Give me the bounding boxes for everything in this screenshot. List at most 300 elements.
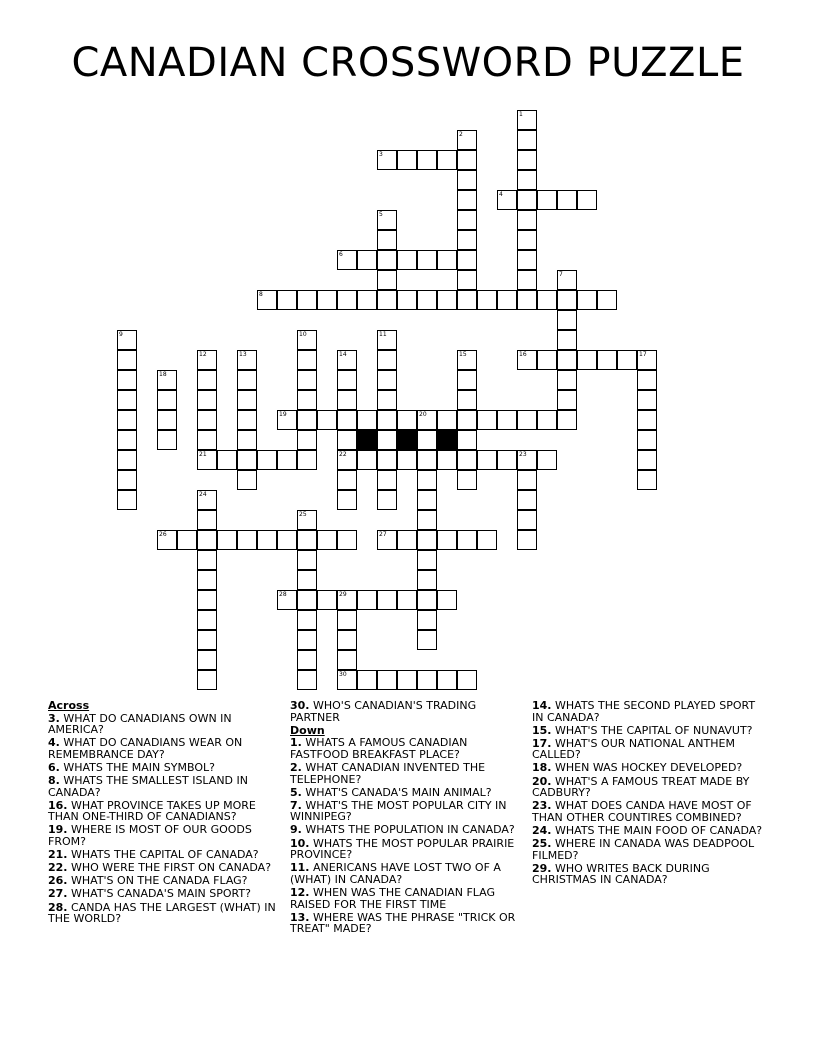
across-clue (48, 888, 280, 900)
grid-cell[interactable] (237, 350, 257, 370)
grid-cell[interactable] (397, 590, 417, 610)
grid-cell[interactable] (297, 670, 317, 690)
grid-cell[interactable] (417, 510, 437, 530)
grid-cell[interactable] (297, 390, 317, 410)
grid-cell[interactable] (517, 230, 537, 250)
grid-cell[interactable] (457, 130, 477, 150)
clue-number: 5. (290, 785, 302, 799)
clue-number: 24. (532, 823, 552, 837)
down-clue (290, 838, 522, 861)
grid-cell[interactable] (197, 390, 217, 410)
clue-number: 1 (519, 111, 523, 118)
clue-text: ANERICANS HAVE LOST TWO OF A (WHAT) IN CANADA? (290, 861, 501, 886)
grid-cell[interactable] (117, 450, 137, 470)
grid-cell[interactable] (237, 530, 257, 550)
grid-cell[interactable] (457, 250, 477, 270)
grid-cell[interactable] (357, 250, 377, 270)
grid-cell[interactable] (557, 390, 577, 410)
across-clue (290, 700, 522, 723)
grid-cell[interactable] (197, 430, 217, 450)
grid-cell[interactable] (457, 150, 477, 170)
grid-cell[interactable] (437, 670, 457, 690)
grid-cell[interactable] (197, 490, 217, 510)
across-heading: Across (48, 699, 90, 712)
clue-text: CANDA HAS THE LARGEST (WHAT) IN THE WORLD? (48, 900, 276, 926)
grid-cell[interactable] (117, 350, 137, 370)
grid-cell[interactable] (417, 470, 437, 490)
grid-cell[interactable] (257, 290, 277, 310)
grid-cell[interactable] (337, 490, 357, 510)
grid-cell[interactable] (117, 490, 137, 510)
grid-cell[interactable] (457, 390, 477, 410)
grid-cell[interactable] (457, 350, 477, 370)
across-clue (48, 824, 280, 847)
clue-text: WHEN WAS THE CANADIAN FLAG RAISED FOR THE FIRST TIME (290, 885, 496, 911)
grid-cell[interactable] (517, 270, 537, 290)
down-clue (290, 787, 522, 799)
grid-cell[interactable] (557, 290, 577, 310)
clue-column-3 (532, 700, 764, 887)
grid-cell[interactable] (637, 450, 657, 470)
grid-cell[interactable] (377, 370, 397, 390)
grid-cell[interactable] (157, 430, 177, 450)
grid-cell[interactable] (337, 470, 357, 490)
clue-number: 14 (339, 351, 347, 358)
grid-cell[interactable] (517, 170, 537, 190)
grid-cell[interactable] (537, 450, 557, 470)
clue-number: 12 (199, 351, 207, 358)
grid-cell[interactable] (337, 650, 357, 670)
grid-cell[interactable] (337, 450, 357, 470)
clue-text: WHERE WAS THE PHRASE "TRICK OR TREAT" MADE? (290, 910, 516, 936)
grid-cell[interactable] (557, 330, 577, 350)
grid-cell[interactable] (297, 570, 317, 590)
clue-number: 10 (299, 331, 307, 338)
grid-cell[interactable] (437, 290, 457, 310)
grid-cell[interactable] (297, 510, 317, 530)
grid-cell[interactable] (457, 450, 477, 470)
grid-cell[interactable] (197, 370, 217, 390)
grid-cell[interactable] (537, 410, 557, 430)
down-clue (532, 800, 764, 823)
down-clue (532, 825, 764, 837)
clue-number: 26. (48, 874, 68, 888)
grid-cell[interactable] (397, 250, 417, 270)
grid-cell[interactable] (377, 210, 397, 230)
grid-cell[interactable] (317, 410, 337, 430)
grid-cell[interactable] (477, 410, 497, 430)
grid-cell[interactable] (377, 530, 397, 550)
grid-cell[interactable] (277, 590, 297, 610)
across-clue (48, 875, 280, 887)
grid-cell[interactable] (197, 350, 217, 370)
clue-text: WHAT'S THE MOST POPULAR CITY IN WINNIPEG? (290, 798, 507, 824)
grid-cell[interactable] (457, 210, 477, 230)
grid-cell[interactable] (617, 350, 637, 370)
grid-cell[interactable] (557, 370, 577, 390)
clue-text: WHATS THE SMALLEST ISLAND IN CANADA? (48, 774, 248, 799)
clue-number: 9. (290, 823, 302, 837)
grid-cell[interactable] (417, 610, 437, 630)
clue-column-1 (48, 700, 280, 926)
grid-cell[interactable] (417, 670, 437, 690)
clue-number: 18 (159, 371, 167, 378)
grid-cell[interactable] (377, 390, 397, 410)
grid-cell[interactable] (457, 270, 477, 290)
grid-cell[interactable] (437, 410, 457, 430)
clue-number: 10. (290, 836, 310, 850)
down-clue (532, 700, 764, 723)
down-clue (290, 912, 522, 935)
grid-cell[interactable] (497, 290, 517, 310)
clue-text: WHAT DO CANADIANS OWN IN AMERICA? (48, 711, 232, 737)
grid-cell[interactable] (517, 510, 537, 530)
grid-cell[interactable] (457, 190, 477, 210)
grid-cell[interactable] (357, 590, 377, 610)
grid-cell[interactable] (377, 330, 397, 350)
grid-cell[interactable] (317, 530, 337, 550)
clue-number: 7. (290, 798, 302, 812)
grid-cell[interactable] (337, 530, 357, 550)
grid-cell[interactable] (457, 230, 477, 250)
grid-cell[interactable] (517, 490, 537, 510)
clue-number: 4 (499, 191, 503, 198)
down-clue (290, 887, 522, 910)
clue-number: 6. (48, 760, 60, 774)
grid-cell[interactable] (417, 250, 437, 270)
down-clue (532, 863, 764, 886)
clue-number: 13 (239, 351, 247, 358)
grid-cell[interactable] (377, 230, 397, 250)
grid-cell[interactable] (397, 450, 417, 470)
grid-cell[interactable] (237, 470, 257, 490)
grid-cell[interactable] (237, 390, 257, 410)
grid-cell[interactable] (577, 190, 597, 210)
grid-cell[interactable] (457, 370, 477, 390)
grid-cell[interactable] (377, 590, 397, 610)
grid-cell[interactable] (157, 370, 177, 390)
clue-number: 21 (199, 451, 207, 458)
grid-cell[interactable] (157, 390, 177, 410)
grid-cell[interactable] (297, 610, 317, 630)
grid-cell[interactable] (477, 290, 497, 310)
grid-cell[interactable] (497, 190, 517, 210)
grid-cell[interactable] (457, 290, 477, 310)
clue-number: 8. (48, 774, 60, 788)
clue-number: 8 (259, 291, 263, 298)
grid-cell[interactable] (417, 290, 437, 310)
grid-cell[interactable] (217, 450, 237, 470)
grid-cell[interactable] (197, 550, 217, 570)
grid-cell[interactable] (277, 450, 297, 470)
grid-cell[interactable] (517, 150, 537, 170)
clue-text: WHAT'S CANADA'S MAIN ANIMAL? (301, 785, 492, 799)
grid-cell[interactable] (637, 390, 657, 410)
grid-cell[interactable] (397, 290, 417, 310)
down-clue (290, 800, 522, 823)
grid-cell[interactable] (297, 350, 317, 370)
grid-cell[interactable] (337, 670, 357, 690)
clue-number: 30. (290, 699, 310, 712)
grid-cell[interactable] (337, 630, 357, 650)
clue-text: WHATS THE MAIN SYMBOL? (59, 760, 215, 774)
down-clue (532, 776, 764, 799)
grid-cell[interactable] (197, 610, 217, 630)
grid-cell[interactable] (237, 370, 257, 390)
clue-number: 17. (532, 736, 552, 750)
grid-cell[interactable] (117, 370, 137, 390)
clue-number: 30 (339, 671, 347, 678)
across-clue (48, 762, 280, 774)
across-clue (48, 862, 280, 874)
grid-cell[interactable] (377, 490, 397, 510)
grid-cell[interactable] (357, 410, 377, 430)
clue-text: WHATS THE SECOND PLAYED SPORT IN CANADA? (532, 699, 756, 724)
grid-cell[interactable] (557, 190, 577, 210)
clue-number: 1. (290, 736, 302, 750)
grid-cell[interactable] (337, 610, 357, 630)
grid-cell[interactable] (457, 670, 477, 690)
across-clue (48, 713, 280, 736)
grid-cell[interactable] (517, 190, 537, 210)
grid-cell[interactable] (297, 430, 317, 450)
grid-cell[interactable] (297, 650, 317, 670)
grid-cell[interactable] (417, 590, 437, 610)
grid-cell[interactable] (377, 350, 397, 370)
grid-cell[interactable] (117, 390, 137, 410)
grid-cell[interactable] (257, 530, 277, 550)
grid-cell[interactable] (437, 450, 457, 470)
grid-cell[interactable] (157, 530, 177, 550)
grid-cell[interactable] (477, 530, 497, 550)
grid-cell[interactable] (277, 530, 297, 550)
across-clue (48, 737, 280, 760)
grid-cell[interactable] (517, 530, 537, 550)
grid-cell[interactable] (197, 670, 217, 690)
clue-text: WHATS A FAMOUS CANADIAN FASTFOOD BREAKFAST PLACE? (290, 736, 468, 761)
grid-cell[interactable] (517, 470, 537, 490)
grid-cell[interactable] (237, 430, 257, 450)
grid-cell[interactable] (517, 290, 537, 310)
clue-number: 5 (379, 211, 383, 218)
grid-cell[interactable] (257, 450, 277, 470)
grid-cell[interactable] (117, 430, 137, 450)
clue-number: 11 (379, 331, 387, 338)
grid-cell[interactable] (297, 330, 317, 350)
grid-cell[interactable] (357, 670, 377, 690)
grid-cell[interactable] (377, 250, 397, 270)
grid-cell[interactable] (517, 210, 537, 230)
grid-cell[interactable] (457, 410, 477, 430)
grid-cell[interactable] (177, 530, 197, 550)
grid-cell[interactable] (437, 150, 457, 170)
grid-cell[interactable] (417, 530, 437, 550)
grid-cell[interactable] (597, 290, 617, 310)
grid-cell[interactable] (417, 490, 437, 510)
clue-number: 6 (339, 251, 343, 258)
grid-cell[interactable] (557, 270, 577, 290)
clue-number: 2. (290, 760, 302, 774)
down-clue (290, 862, 522, 885)
clue-text: WHAT DO CANADIANS WEAR ON REMEMBRANCE DAY? (48, 736, 243, 761)
grid-cell[interactable] (197, 410, 217, 430)
clue-text: WHO WRITES BACK DURING CHRISTMAS IN CANADA? (532, 861, 710, 887)
grid-cell[interactable] (417, 410, 437, 430)
grid-cell[interactable] (637, 410, 657, 430)
grid-cell[interactable] (517, 110, 537, 130)
grid-cell[interactable] (537, 190, 557, 210)
clue-number: 29. (532, 861, 552, 875)
down-clue (290, 824, 522, 836)
grid-cell[interactable] (517, 410, 537, 430)
clue-number: 23. (532, 799, 552, 813)
grid-cell[interactable] (377, 450, 397, 470)
grid-cell[interactable] (197, 630, 217, 650)
grid-cell[interactable] (317, 290, 337, 310)
grid-cell[interactable] (197, 510, 217, 530)
grid-cell[interactable] (517, 350, 537, 370)
grid-cell[interactable] (117, 330, 137, 350)
grid-cell[interactable] (557, 310, 577, 330)
grid-cell[interactable] (417, 450, 437, 470)
grid-cell[interactable] (197, 450, 217, 470)
grid-cell[interactable] (417, 550, 437, 570)
grid-cell[interactable] (297, 530, 317, 550)
grid-cell[interactable] (397, 670, 417, 690)
grid-cell[interactable] (517, 250, 537, 270)
down-clue (532, 838, 764, 861)
grid-cell[interactable] (497, 410, 517, 430)
grid-cell[interactable] (117, 470, 137, 490)
grid-cell[interactable] (337, 350, 357, 370)
grid-cell[interactable] (337, 370, 357, 390)
clue-number: 24 (199, 491, 207, 498)
grid-cell[interactable] (317, 590, 337, 610)
grid-cell[interactable] (337, 590, 357, 610)
grid-cell[interactable] (217, 530, 237, 550)
down-clue (290, 762, 522, 785)
grid-cell[interactable] (577, 290, 597, 310)
grid-cell[interactable] (337, 430, 357, 450)
grid-cell[interactable] (377, 410, 397, 430)
down-clue (532, 725, 764, 737)
grid-cell[interactable] (237, 410, 257, 430)
grid-cell[interactable] (417, 630, 437, 650)
clue-number: 2 (459, 131, 463, 138)
grid-cell[interactable] (557, 410, 577, 430)
grid-cell[interactable] (377, 430, 397, 450)
clue-text: WHAT CANADIAN INVENTED THE TELEPHONE? (290, 760, 486, 786)
clue-number: 4. (48, 736, 60, 750)
grid-cell[interactable] (197, 590, 217, 610)
grid-cell[interactable] (597, 350, 617, 370)
clue-text: WHERE IS MOST OF OUR GOODS FROM? (48, 823, 252, 849)
grid-cell[interactable] (537, 290, 557, 310)
grid-cell-black (357, 430, 377, 450)
clue-number: 19 (279, 411, 287, 418)
clue-number: 22 (339, 451, 347, 458)
grid-cell[interactable] (457, 430, 477, 450)
grid-cell[interactable] (457, 530, 477, 550)
grid-cell[interactable] (397, 150, 417, 170)
grid-cell[interactable] (197, 570, 217, 590)
clue-text: WHATS THE MAIN FOOD OF CANADA? (551, 823, 763, 837)
grid-cell[interactable] (237, 450, 257, 470)
grid-cell[interactable] (577, 350, 597, 370)
grid-cell[interactable] (337, 290, 357, 310)
grid-cell[interactable] (197, 650, 217, 670)
grid-cell[interactable] (537, 350, 557, 370)
clue-text: WHO'S CANADIAN'S TRADING PARTNER (290, 699, 477, 724)
grid-cell[interactable] (277, 290, 297, 310)
grid-cell[interactable] (517, 450, 537, 470)
grid-cell[interactable] (637, 430, 657, 450)
grid-cell[interactable] (377, 150, 397, 170)
grid-cell-black (437, 430, 457, 450)
clue-number: 25. (532, 837, 552, 851)
grid-cell[interactable] (437, 530, 457, 550)
grid-cell[interactable] (457, 170, 477, 190)
grid-cell[interactable] (417, 430, 437, 450)
clue-number: 22. (48, 861, 68, 875)
grid-cell[interactable] (417, 570, 437, 590)
grid-cell[interactable] (337, 390, 357, 410)
grid-cell[interactable] (337, 410, 357, 430)
grid-cell[interactable] (557, 350, 577, 370)
down-clue (532, 738, 764, 761)
grid-cell[interactable] (297, 630, 317, 650)
grid-cell[interactable] (397, 410, 417, 430)
clue-number: 20 (419, 411, 427, 418)
grid-cell[interactable] (377, 270, 397, 290)
grid-cell[interactable] (297, 370, 317, 390)
grid-cell[interactable] (197, 530, 217, 550)
grid-cell[interactable] (337, 250, 357, 270)
grid-cell[interactable] (477, 450, 497, 470)
grid-cell[interactable] (277, 410, 297, 430)
grid-cell[interactable] (297, 290, 317, 310)
grid-cell[interactable] (377, 470, 397, 490)
grid-cell[interactable] (637, 370, 657, 390)
grid-cell[interactable] (517, 130, 537, 150)
grid-cell[interactable] (497, 450, 517, 470)
grid-cell[interactable] (117, 410, 137, 430)
grid-cell[interactable] (637, 470, 657, 490)
grid-cell[interactable] (377, 290, 397, 310)
grid-cell[interactable] (297, 550, 317, 570)
clue-number: 16. (48, 798, 68, 812)
across-clue (48, 800, 280, 823)
grid-cell[interactable] (637, 350, 657, 370)
grid-cell[interactable] (417, 150, 437, 170)
clue-text: WHATS THE CAPITAL OF CANADA? (67, 848, 259, 862)
grid-cell[interactable] (377, 670, 397, 690)
grid-cell[interactable] (397, 530, 417, 550)
grid-cell[interactable] (437, 250, 457, 270)
grid-cell[interactable] (297, 410, 317, 430)
grid-cell[interactable] (297, 450, 317, 470)
across-clue (48, 775, 280, 798)
grid-cell[interactable] (437, 590, 457, 610)
grid-cell[interactable] (357, 450, 377, 470)
grid-cell[interactable] (357, 290, 377, 310)
grid-cell[interactable] (297, 590, 317, 610)
grid-cell[interactable] (157, 410, 177, 430)
grid-cell[interactable] (457, 470, 477, 490)
clue-number: 15 (459, 351, 467, 358)
clue-number: 7 (559, 271, 563, 278)
clue-number: 19. (48, 823, 68, 837)
